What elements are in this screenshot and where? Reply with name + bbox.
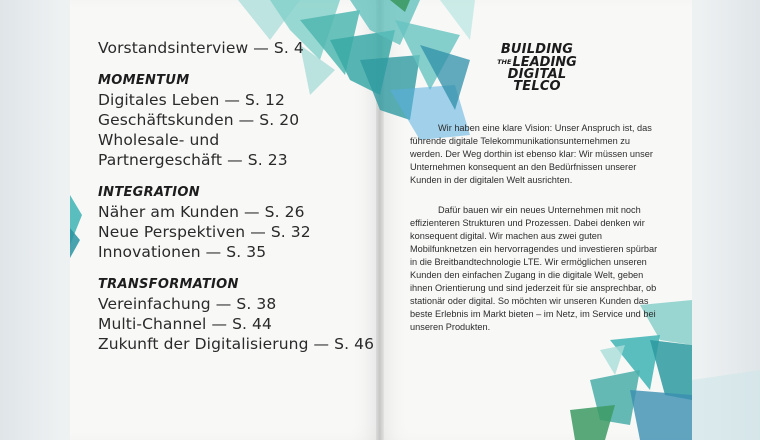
table-of-contents <box>98 38 378 354</box>
headline <box>492 44 582 93</box>
headline-line-4: TELCO <box>513 79 561 94</box>
toc-section-momentum: MOMENTUM <box>98 73 190 88</box>
toc-entry[interactable]: Zukunft der Digitalisierung — S. 46 <box>98 335 375 353</box>
headline-line-3: DIGITAL <box>507 67 567 82</box>
toc-entry[interactable]: Multi-Channel — S. 44 <box>98 315 272 333</box>
toc-entry[interactable]: Geschäftskunden — S. 20 <box>98 111 300 129</box>
toc-entry[interactable]: Partnergeschäft — S. 23 <box>98 151 288 169</box>
toc-entry[interactable]: Innovationen — S. 35 <box>98 243 267 261</box>
toc-entry[interactable]: Wholesale- und <box>98 131 220 149</box>
body-text <box>410 122 660 351</box>
toc-section-transformation: TRANSFORMATION <box>98 277 239 292</box>
headline-line-1: BUILDING <box>500 42 574 57</box>
toc-entry[interactable]: Vereinfachung — S. 38 <box>98 295 277 313</box>
toc-entry[interactable]: Näher am Kunden — S. 26 <box>98 203 305 221</box>
headline-leading: LEADING <box>512 55 577 70</box>
body-paragraph-2: Dafür bauen wir ein neues Unternehmen mit noch effizienteren Strukturen und Prozessen. Dabei denken wir konsequent digital. Wir machen aus zwei guten Mobilfunknetzen ein hervorragendes und investieren spürbar in die Breitbandtechnologie LTE. Wir ermöglichen unseren Kunden den einfachen Zugang in die digitale Welt, geben ihnen Orientierung und sind jederzeit für sie ansprechbar, ob stationär oder digital. So möchten wir unseren Kunden das beste Erlebnis im Markt bieten – im Netz, im Service und bei unseren Produkten. <box>410 205 658 332</box>
body-paragraph-1: Wir haben eine klare Vision: Unser Anspruch ist, das führende digitale Telekommunikationsunternehmen zu werden. Der Weg dorthin ist ebenso klar: Wir müssen unser Unternehmen konsequent an den Bedürfnissen unserer Kunden in der digitalen Welt ausrichten. <box>410 123 653 185</box>
toc-entry[interactable]: Neue Perspektiven — S. 32 <box>98 223 311 241</box>
toc-entry-vorstandsinterview[interactable]: Vorstandsinterview — S. 4 <box>98 39 304 57</box>
toc-entry[interactable]: Digitales Leben — S. 12 <box>98 91 285 109</box>
headline-the: THE <box>497 58 512 66</box>
toc-section-integration: INTEGRATION <box>98 185 200 200</box>
